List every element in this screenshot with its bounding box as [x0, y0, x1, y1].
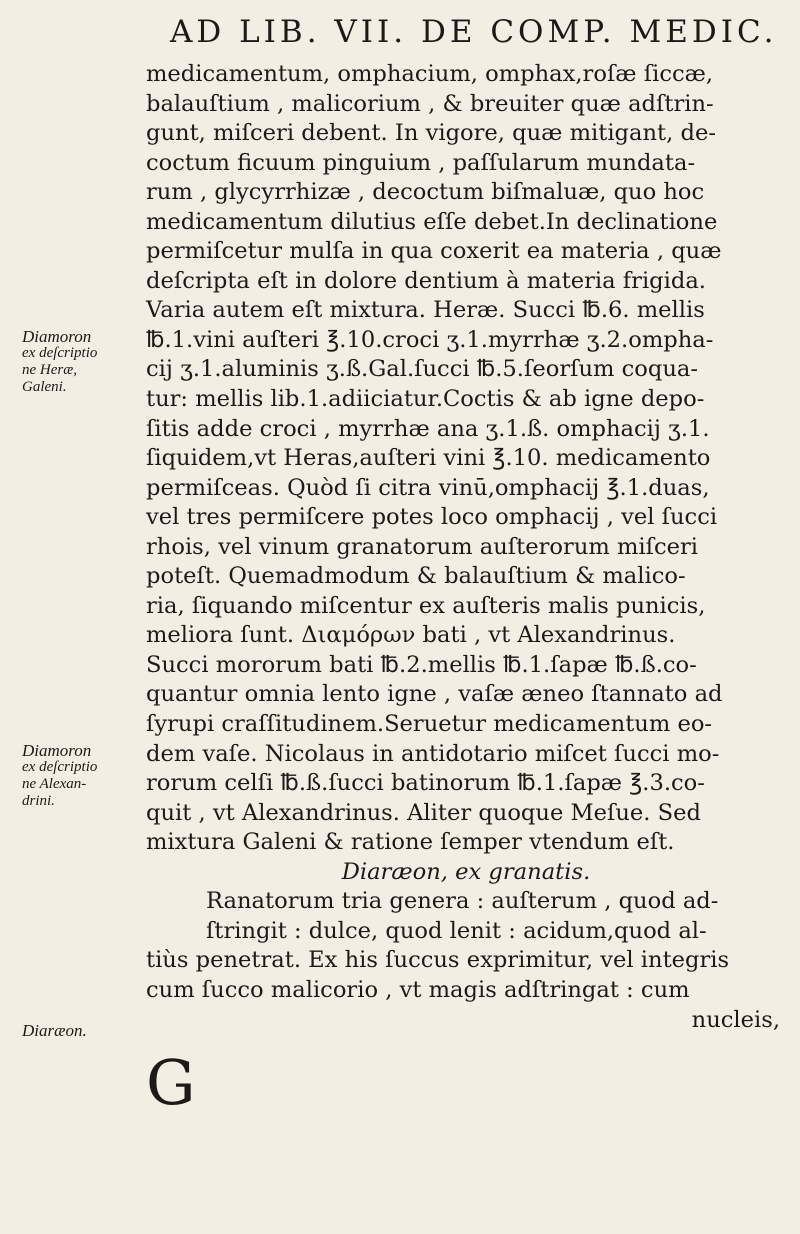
- text-line: rorum celſi ℔.ß.ſucci batinorum ℔.1.ſapæ ℥.3.co-: [146, 770, 705, 797]
- text-line: medicamentum, omphacium, omphax,roſæ ſiccæ,: [146, 61, 714, 87]
- margin-note-line: Galeni.: [22, 379, 67, 395]
- text-line: meliora ſunt. Διαμόρων bati , vt Alexandrinus.: [146, 622, 676, 649]
- text-line: mixtura Galeni & ratione ſemper vtendum eſt.: [146, 829, 675, 856]
- margin-note-line: ne Heræ,: [22, 362, 77, 378]
- margin-note-line: drini.: [22, 793, 55, 809]
- text-line: cum ſucco malicorio , vt magis adſtringat : cum: [146, 976, 690, 1003]
- margin-note-line: Diaræon.: [22, 1021, 87, 1040]
- margin-note: [22, 742, 142, 810]
- text-line: tur: mellis lib.1.adiiciatur.Coctis & ab igne depo-: [146, 386, 705, 413]
- text-line: poteſt. Quemadmodum & balauſtium & malico-: [146, 563, 686, 590]
- margin-note-line: Diamoron: [22, 327, 92, 346]
- text-line: ſiquidem,vt Heras,auſteri vini ℥.10. medicamento: [146, 445, 711, 472]
- text-line: rum , glycyrrhizæ , decoctum biſmaluæ, quo hoc: [146, 179, 705, 206]
- margin-note-line: ex deſcriptio: [22, 345, 98, 361]
- text-line: ria, ſiquando miſcentur ex auſteris malis punicis,: [146, 592, 706, 619]
- text-line: coctum ficuum pinguium , paſſularum mundata-: [146, 149, 696, 176]
- text-line: ſtringit : dulce, quod lenit : acidum,quod al-: [206, 917, 707, 944]
- text-line: medicamentum dilutius eſſe debet.In declinatione: [146, 208, 718, 235]
- text-line: dem vaſe. Nicolaus in antidotario miſcet ſucci mo-: [146, 740, 720, 767]
- text-line: ſitis adde croci , myrrhæ ana ʒ.1.ß. omphacij ʒ.1.: [146, 415, 710, 442]
- text-line: Ranatorum tria genera : auſterum , quod ad-: [206, 888, 719, 915]
- text-line: deſcripta eſt in dolore dentium à materia frigida.: [146, 267, 706, 294]
- body-text: [146, 60, 786, 1035]
- text-line: Succi mororum bati ℔.2.mellis ℔.1.ſapæ ℔.ß.co-: [146, 651, 697, 678]
- margin-note: [22, 328, 142, 396]
- margin-note: [22, 1022, 142, 1039]
- text-line: Varia autem eſt mixtura. Heræ. Succi ℔.6. mellis: [146, 297, 705, 324]
- text-line: vel tres permiſcere potes loco omphacij , vel ſucci: [146, 504, 718, 531]
- text-line: ſyrupi craſſitudinem.Seruetur medicamentum eo-: [146, 711, 713, 738]
- text-line: cij ʒ.1.aluminis ʒ.ß.Gal.ſucci ℔.5.ſeorſum coqua-: [146, 356, 699, 383]
- margin-note-line: ne Alexan-: [22, 776, 87, 792]
- text-line: rhois, vel vinum granatorum auſterorum miſceri: [146, 533, 699, 560]
- text-line: tiùs penetrat. Ex his ſuccus exprimitur, vel integris: [146, 947, 730, 974]
- running-header: AD LIB. VII. DE COMP. MEDIC.: [170, 14, 778, 50]
- margin-note-line: ex deſcriptio: [22, 759, 98, 775]
- text-line: quit , vt Alexandrinus. Aliter quoque Meſue. Sed: [146, 799, 701, 826]
- text-line: balauſtium , malicorium , & breuiter quæ adſtrin-: [146, 90, 714, 117]
- text-line: permiſcetur mulſa in qua coxerit ea materia , quæ: [146, 238, 722, 265]
- text-line: permiſceas. Quòd ſi citra vinū,omphacij ℥.1.duas,: [146, 474, 710, 501]
- text-line: quantur omnia lento igne , vaſæ æneo ſtannato ad: [146, 681, 723, 708]
- text-line: gunt, miſceri debent. In vigore, quæ mitigant, de-: [146, 120, 716, 147]
- text-line: nucleis,: [691, 1006, 780, 1033]
- section-heading: Diaræon, ex granatis.: [341, 858, 591, 885]
- drop-cap: G: [146, 1046, 196, 1119]
- margin-note-line: Diamoron: [22, 741, 92, 760]
- text-line: ℔.1.vini auſteri ℥.10.croci ʒ.1.myrrhæ ʒ.2.ompha-: [146, 326, 714, 353]
